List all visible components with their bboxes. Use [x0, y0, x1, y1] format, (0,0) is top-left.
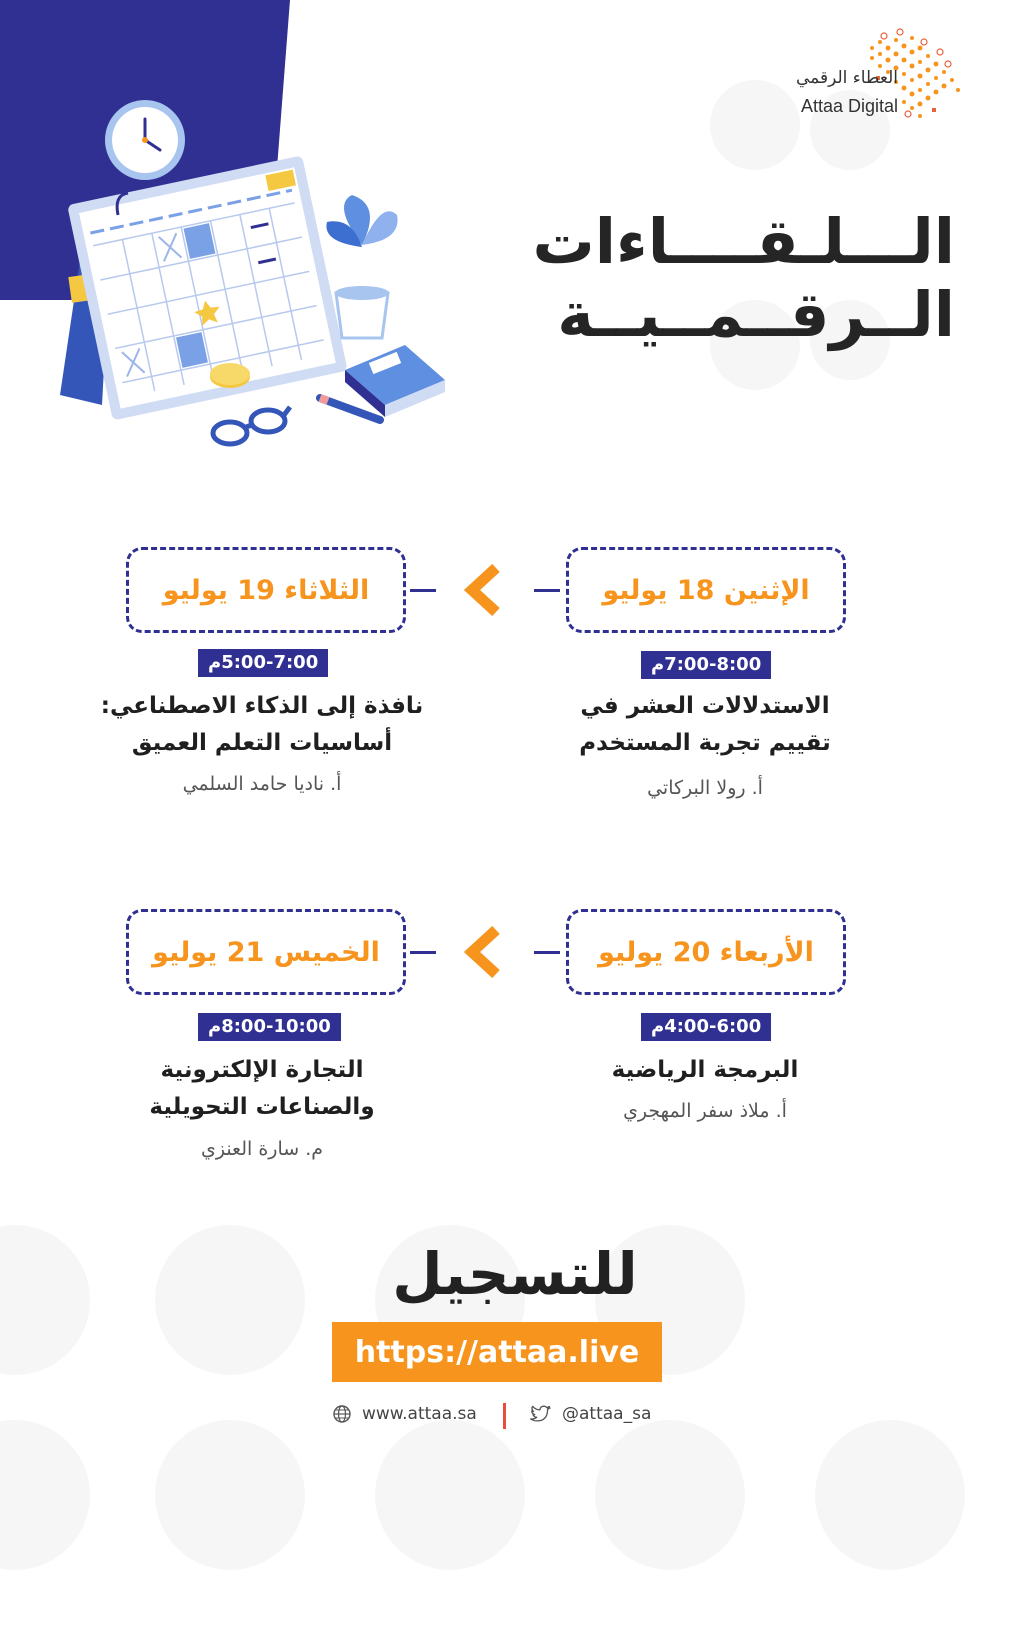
clock-icon — [105, 100, 185, 180]
twitter-icon — [530, 1404, 552, 1424]
connector-line — [534, 951, 560, 954]
session-title — [525, 688, 885, 762]
headline-line-1: الـــلـقــــاءات — [532, 205, 955, 278]
day-box-tuesday: الثلاثاء 19 يوليو — [126, 547, 406, 633]
session-title-line: والصناعات التحويلية — [149, 1094, 375, 1120]
logo-name-english: Attaa Digital — [800, 96, 898, 116]
bg-circle — [815, 1420, 965, 1570]
day-box-thursday: الخميس 21 يوليو — [126, 909, 406, 995]
headline-line-2: الــرقــمــيــة — [557, 278, 955, 351]
session-title — [82, 1052, 442, 1126]
session-title-line: الاستدلالات العشر في — [580, 693, 830, 719]
register-heading: للتسجيل — [392, 1240, 638, 1308]
footer-website[interactable] — [332, 1404, 477, 1424]
bg-circle — [0, 1420, 90, 1570]
footer-twitter-text: @attaa_sa — [562, 1404, 652, 1424]
registration-link-button[interactable]: https://attaa.live — [332, 1322, 662, 1382]
bg-circle — [155, 1225, 305, 1375]
bg-circle — [595, 1420, 745, 1570]
bg-circle — [155, 1420, 305, 1570]
connector-line — [534, 589, 560, 592]
bg-circle — [375, 1420, 525, 1570]
footer-twitter[interactable] — [530, 1404, 651, 1424]
logo-name-arabic: العطاء الرقمي — [795, 68, 898, 88]
session-title-line: التجارة الإلكترونية — [160, 1057, 364, 1083]
session-title-line: تقييم تجربة المستخدم — [579, 730, 831, 756]
session-time: 7:00-8:00م — [641, 651, 771, 679]
connector-line — [410, 589, 436, 592]
calendar-illustration — [40, 95, 480, 455]
session-title-line: أساسيات التعلم العميق — [131, 730, 393, 756]
session-title-line: البرمجة الرياضية — [611, 1057, 799, 1083]
session-speaker: أ. ناديا حامد السلمي — [182, 773, 342, 795]
session-speaker: أ. رولا البركاتي — [647, 777, 763, 799]
plant-icon — [326, 195, 397, 338]
footer-separator — [503, 1403, 506, 1429]
chevron-left-icon — [462, 926, 502, 978]
book-icon — [345, 345, 445, 417]
glasses-icon — [213, 407, 290, 444]
globe-icon — [332, 1404, 352, 1424]
session-title — [525, 1052, 885, 1089]
session-speaker: م. سارة العنزي — [200, 1138, 324, 1160]
session-title — [82, 688, 442, 762]
session-time: 4:00-6:00م — [641, 1013, 771, 1041]
session-speaker: أ. ملاذ سفر المهجري — [623, 1100, 787, 1122]
chevron-left-icon — [462, 564, 502, 616]
connector-line — [410, 951, 436, 954]
bg-circle — [0, 1225, 90, 1375]
session-time: 5:00-7:00م — [198, 649, 328, 677]
bg-circle — [710, 80, 800, 170]
session-title-line: نافذة إلى الذكاء الاصطناعي: — [100, 693, 424, 719]
session-time: 8:00-10:00م — [198, 1013, 341, 1041]
calendar-board — [67, 155, 347, 420]
day-box-wednesday: الأربعاء 20 يوليو — [566, 909, 846, 995]
day-box-monday: الإثنين 18 يوليو — [566, 547, 846, 633]
footer-website-text: www.attaa.sa — [362, 1404, 477, 1424]
